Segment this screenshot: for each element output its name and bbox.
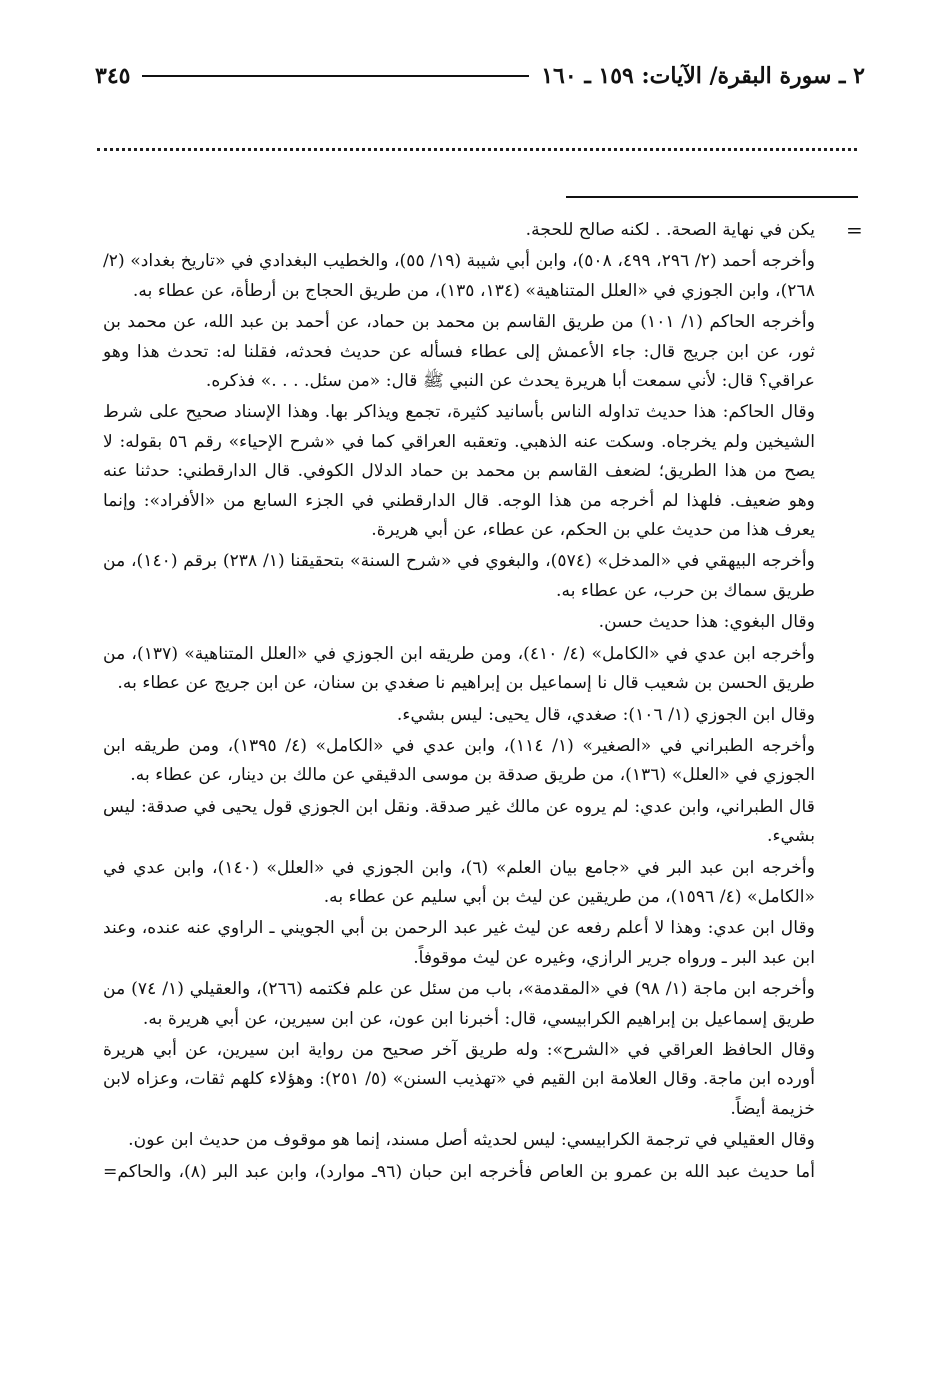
footnote-paragraph: وقال ابن الجوزي (١/ ١٠٦): صغدي، قال يحيى: ليس بشيء.: [396, 704, 815, 725]
footnote-paragraph: وأخرجه ابن ماجة (١/ ٩٨) في «المقدمة»، باب من سئل عن علم فكتمه (٢٦٦)، والعقيلي (١/ ٧٤) من طريق إسماعيل بن إبراهيم الكرابيسي، قال: أخبرنا ابن عون، عن ابن سيرين، عن أبي هريرة به.: [103, 979, 815, 1029]
running-title: ٢ ـ سورة البقرة/ الآيات: ١٥٩ ـ ١٦٠: [541, 63, 865, 89]
footnotes-block: [103, 216, 815, 1189]
footnote-paragraph: وأخرجه ابن عدي في «الكامل» (٤/ ٤١٠)، ومن طريقه ابن الجوزي في «العلل المتناهية» (١٣٧)، من طريق الحسن بن شعيب قال نا إسماعيل بن إبراهيم نا صغدي بن سنان، عن ابن جريج عن عطاء به.: [103, 643, 815, 694]
footnote-paragraph: وقال ابن عدي: وهذا لا أعلم رفعه عن ليث غير عبد الرحمن بن أبي الجويني ـ الراوي عنه عنده، وعند ابن عبد البر ـ ورواه جرير الرازي، وغيره عن ليث موقوفاً.: [103, 918, 815, 968]
running-header: [95, 58, 865, 94]
header-rule: [142, 75, 529, 77]
footnote-paragraph: أما حديث عبد الله بن عمرو بن العاص فأخرجه ابن حبان (٩٦ـ موارد)، وابن عبد البر (٨)، والحاكم=: [103, 1161, 816, 1182]
footnote-rule: [566, 196, 858, 198]
footnote-paragraph: يكن في نهاية الصحة. . لكنه صالح للحجة.: [525, 220, 815, 240]
page-number: ٣٤٥: [95, 63, 131, 89]
footnote-paragraph: وأخرجه الحاكم (١/ ١٠١) من طريق القاسم بن محمد بن حماد، عن أحمد بن عبد الله، عن محمد بن ثور، عن ابن جريج قال: جاء الأعمش إلى عطاء فسأله عن حديث فحدثه، فقلنا له: تحدث هذا وهو عراقي؟ قال: لأني سمعت أبا هريرة يحدث عن النبي ﷺ قال: «من سئل. . . .» فذكره.: [103, 312, 815, 392]
footnote-paragraph: وأخرجه الطبراني في «الصغير» (١/ ١١٤)، وابن عدي في «الكامل» (٤/ ١٣٩٥)، ومن طريقه ابن الجوزي في «العلل» (١٣٦)، من طريق صدقة بن موسى الدقيقي عن مالك بن دينار، عن عطاء به.: [103, 735, 815, 786]
footnote-paragraph: وأخرجه ابن عبد البر في «جامع بيان العلم» (٦)، وابن الجوزي في «العلل» (١٤٠)، وابن عدي في «الكامل» (٤/ ١٥٩٦)، من طريقين عن ليث بن أبي سليم عن عطاء به.: [103, 857, 816, 907]
dotted-separator: [97, 148, 857, 151]
footnote-paragraph: وقال الحاكم: هذا حديث تداوله الناس بأسانيد كثيرة، تجمع ويذاكر بها. وهذا الإسناد صحيح على شرط الشيخين ولم يخرجاه. وسكت عنه الذهبي. وتعقبه العراقي كما في «شرح الإحياء» رقم ٥٦ بقوله: لا يصح من هذا الطريق؛ لضعف القاسم بن محمد بن حماد الدلال الكوفي. قال الدارقطني: حدثنا عنه وهو ضعيف. فلهذا لم أخرجه من هذا الوجه. قال الدارقطني في الجزء السابع من «الأفراد»: وإنما يعرف هذا من حديث علي بن الحكم، عن عطاء، عن أبي هريرة.: [103, 402, 815, 541]
footnote-paragraph: وأخرجه أحمد (٢/ ٢٩٦، ٤٩٩، ٥٠٨)، وابن أبي شيبة (١٩/ ٥٥)، والخطيب البغدادي في «تاريخ بغداد» (٢/ ٢٦٨)، وابن الجوزي في «العلل المتناهية» (١٣٤، ١٣٥)، من طريق الحجاج بن أرطأة، عن عطاء به.: [103, 251, 816, 301]
footnote-paragraph: وقال العقيلي في ترجمة الكرابيسي: ليس لحديثه أصل مسند، إنما هو موقوف من حديث ابن عون.: [128, 1130, 815, 1151]
footnote-paragraph: وقال البغوي: هذا حديث حسن.: [598, 612, 815, 633]
footnote-paragraph: وأخرجه البيهقي في «المدخل» (٥٧٤)، والبغوي في «شرح السنة» بتحقيقنا (١/ ٢٣٨) برقم (١٤٠)، من طريق سماك بن حرب، عن عطاء به.: [103, 551, 815, 601]
footnote-paragraph: وقال الحافظ العراقي في «الشرح»: وله طريق آخر صحيح من رواية ابن سيرين، عن أبي هريرة أورده ابن ماجة. وقال العلامة ابن القيم في «تهذيب السنن» (٥/ ٢٥١): وهؤلاء كلهم ثقات، وعزاه لابن خزيمة أيضاً.: [103, 1039, 815, 1119]
continuation-mark: =: [846, 218, 863, 242]
footnote-paragraph: قال الطبراني، وابن عدي: لم يروه عن مالك غير صدقة. ونقل ابن الجوزي قول يحيى في صدقة: ليس بشيء.: [103, 796, 815, 847]
